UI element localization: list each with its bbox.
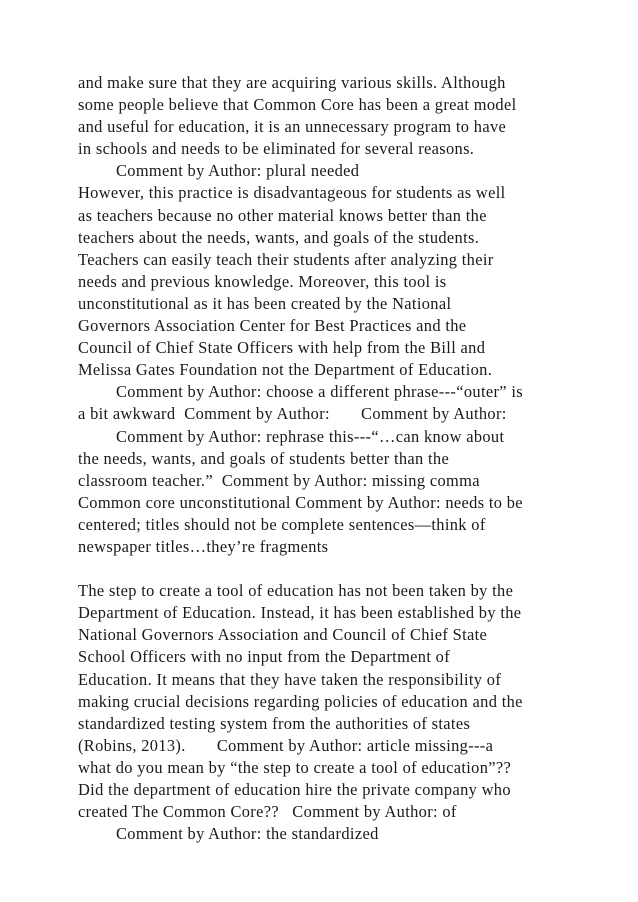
text-line: Education. It means that they have taken the responsibility of	[78, 669, 502, 689]
text-line: Teachers can easily teach their students after analyzing their	[78, 249, 494, 269]
text-line: Comment by Author: rephrase this---“…can know about	[116, 426, 505, 446]
text-line: Melissa Gates Foundation not the Department of Education.	[78, 360, 493, 380]
text-line: unconstitutional as it has been created by the National	[78, 293, 452, 313]
text-line: classroom teacher.” Comment by Author: missing comma	[78, 470, 480, 490]
text-line: centered; titles should not be complete sentences—think of	[78, 514, 486, 534]
text-line: created The Common Core?? Comment by Author: of	[78, 802, 457, 822]
text-line: However, this practice is disadvantageous for students as well	[78, 183, 506, 203]
text-line: newspaper titles…they’re fragments	[78, 536, 329, 556]
text-line: standardized testing system from the authorities of states	[78, 713, 471, 733]
text-line: (Robins, 2013). Comment by Author: article missing---a	[78, 735, 494, 755]
text-line: making crucial decisions regarding policies of education and the	[78, 691, 523, 711]
text-line: and useful for education, it is an unnecessary program to have	[78, 117, 507, 137]
text-line: needs and previous knowledge. Moreover, this tool is	[78, 271, 447, 291]
text-line: and make sure that they are acquiring various skills. Although	[78, 73, 506, 92]
text-line: a bit awkward Comment by Author: Comment by Author:	[78, 404, 507, 424]
blank-line	[78, 558, 578, 580]
text-line: as teachers because no other material knows better than the	[78, 205, 487, 225]
text-line: Common core unconstitutional Comment by Author: needs to be	[78, 492, 523, 512]
text-line: School Officers with no input from the Department of	[78, 647, 451, 667]
text-line: Comment by Author: choose a different phrase---“outer” is	[116, 382, 523, 402]
text-line: Governors Association Center for Best Practices and the	[78, 316, 467, 336]
text-line: what do you mean by “the step to create a tool of education”??	[78, 757, 512, 777]
text-line: Comment by Author: the standardized	[116, 824, 379, 844]
text-line: teachers about the needs, wants, and goals of the students.	[78, 227, 480, 247]
text-line: National Governors Association and Council of Chief State	[78, 625, 488, 645]
text-line: The step to create a tool of education has not been taken by the	[78, 581, 514, 601]
text-line: Did the department of education hire the private company who	[78, 780, 511, 799]
text-line: some people believe that Common Core has been a great model	[78, 95, 517, 115]
text-line: the needs, wants, and goals of students better than the	[78, 448, 450, 468]
text-line: Council of Chief State Officers with help from the Bill and	[78, 338, 486, 358]
document-body	[78, 72, 578, 845]
text-line: Department of Education. Instead, it has been established by the	[78, 603, 522, 623]
text-line: in schools and needs to be eliminated for several reasons.	[78, 139, 475, 159]
text-line: Comment by Author: plural needed	[116, 161, 360, 181]
